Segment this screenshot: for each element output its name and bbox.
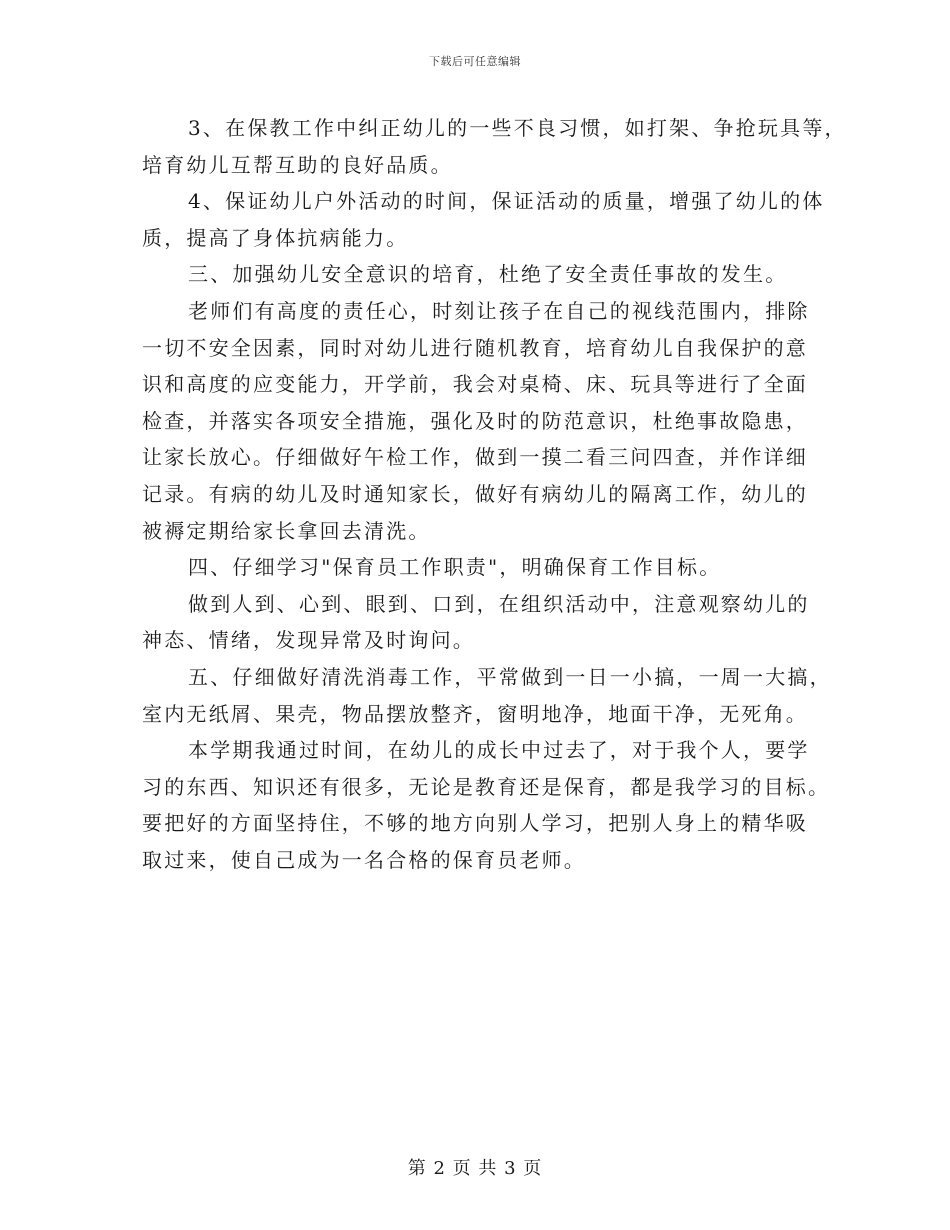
text-line: 习的东西、知识还有很多，无论是教育还是保育，都是我学习的目标。 bbox=[142, 774, 831, 799]
page-footer: 第 2 页 共 3 页 bbox=[407, 1158, 543, 1179]
text-line: 质，提高了身体抗病能力。 bbox=[142, 225, 409, 250]
text-line: 要把好的方面坚持住，不够的地方向别人学习，把别人身上的精华吸 bbox=[142, 811, 808, 836]
text-line: 做到人到、心到、眼到、口到，在组织活动中，注意观察幼儿的 bbox=[188, 591, 810, 616]
text-line: 记录。有病的幼儿及时通知家长，做好有病幼儿的隔离工作，幼儿的 bbox=[142, 481, 808, 506]
document-body bbox=[142, 110, 847, 878]
text-line: 4、保证幼儿户外活动的时间，保证活动的质量，增强了幼儿的体 bbox=[188, 189, 825, 214]
section-heading: 四、仔细学习"保育员工作职责"，明确保育工作目标。 bbox=[188, 555, 722, 580]
text-line: 培育幼儿互帮互助的良好品质。 bbox=[142, 152, 453, 177]
text-line: 3、在保教工作中纠正幼儿的一些不良习惯，如打架、争抢玩具等， bbox=[188, 116, 847, 140]
text-line: 被褥定期给家长拿回去清洗。 bbox=[142, 518, 431, 543]
section-heading: 三、加强幼儿安全意识的培育，杜绝了安全责任事故的发生。 bbox=[188, 262, 788, 287]
text-line: 神态、情绪，发现异常及时询问。 bbox=[142, 628, 475, 653]
text-line: 一切不安全因素，同时对幼儿进行随机教育，培育幼儿自我保护的意 bbox=[142, 335, 808, 360]
text-line: 识和高度的应变能力，开学前，我会对桌椅、床、玩具等进行了全面 bbox=[142, 372, 808, 397]
page-header: 下载后可任意编辑 bbox=[429, 55, 521, 68]
text-line: 老师们有高度的责任心，时刻让孩子在自己的视线范围内，排除 bbox=[188, 298, 810, 323]
section-heading: 五、仔细做好清洗消毒工作，平常做到一日一小搞，一周一大搞， bbox=[188, 664, 832, 689]
text-line: 让家长放心。仔细做好午检工作，做到一摸二看三问四查，并作详细 bbox=[142, 445, 808, 470]
text-line: 本学期我通过时间，在幼儿的成长中过去了，对于我个人，要学 bbox=[188, 738, 810, 763]
text-line: 检查，并落实各项安全措施，强化及时的防范意识，杜绝事故隐患， bbox=[142, 408, 808, 433]
text-line: 室内无纸屑、果壳，物品摆放整齐，窗明地净，地面干净，无死角。 bbox=[142, 701, 808, 726]
text-line: 取过来，使自己成为一名合格的保育员老师。 bbox=[142, 847, 586, 872]
